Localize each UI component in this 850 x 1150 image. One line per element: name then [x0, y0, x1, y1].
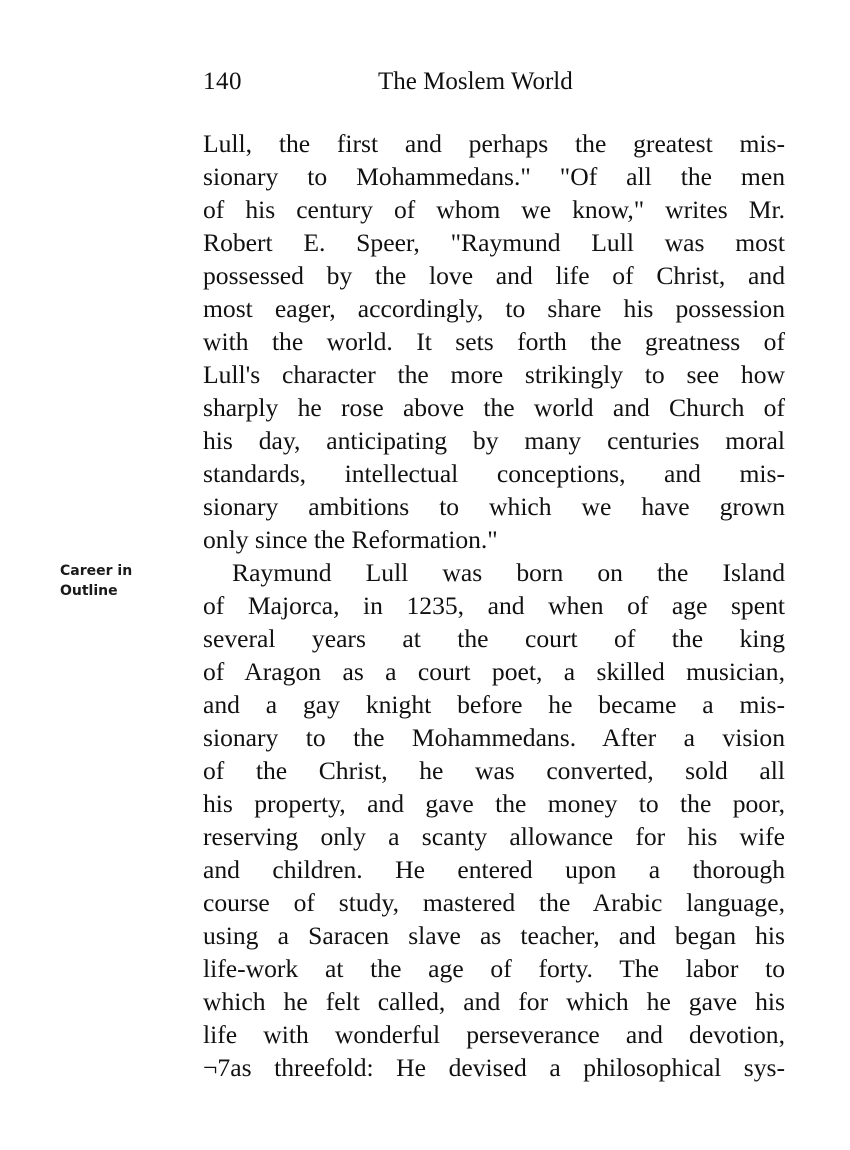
- body-text: [203, 127, 785, 1084]
- text-line: course of study, mastered the Arabic language,: [203, 888, 785, 917]
- text-line: Raymund Lull was born on the Island: [232, 558, 785, 587]
- page-number: 140: [203, 68, 242, 95]
- text-line: sionary ambitions to which we have grown: [203, 492, 785, 521]
- text-line: with the world. It sets forth the greatness of: [203, 327, 785, 356]
- text-line: several years at the court of the king: [203, 624, 785, 653]
- text-line: and a gay knight before he became a mis-: [203, 690, 785, 719]
- running-head: [203, 64, 785, 100]
- margin-note-line: Career in: [60, 563, 133, 579]
- text-line: standards, intellectual conceptions, and mis-: [203, 459, 785, 488]
- running-title: The Moslem World: [378, 68, 573, 95]
- margin-note: [60, 561, 170, 601]
- text-line: Lull's character the more strikingly to see how: [203, 360, 785, 389]
- text-line: reserving only a scanty allowance for his wife: [203, 822, 785, 851]
- text-line: Lull, the first and perhaps the greatest mis-: [203, 129, 785, 158]
- text-line: his property, and gave the money to the poor,: [203, 789, 785, 818]
- paragraph-career: [203, 556, 785, 1084]
- text-line: his day, anticipating by many centuries moral: [203, 426, 785, 455]
- text-line: using a Saracen slave as teacher, and began his: [203, 921, 785, 950]
- text-line: most eager, accordingly, to share his possession: [203, 294, 785, 323]
- text-line: of his century of whom we know," writes Mr.: [203, 195, 785, 224]
- paragraph-continuation: [203, 127, 785, 556]
- text-line: sionary to the Mohammedans. After a vision: [203, 723, 785, 752]
- text-line: sionary to Mohammedans." "Of all the men: [203, 162, 785, 191]
- text-line: and children. He entered upon a thorough: [203, 855, 785, 884]
- text-line: sharply he rose above the world and Church of: [203, 393, 785, 422]
- text-line: possessed by the love and life of Christ, and: [203, 261, 785, 290]
- text-line: of the Christ, he was converted, sold all: [203, 756, 785, 785]
- text-line: which he felt called, and for which he gave his: [203, 987, 785, 1016]
- text-line: of Majorca, in 1235, and when of age spent: [203, 591, 785, 620]
- margin-note-line: Outline: [60, 583, 118, 599]
- text-line: only since the Reformation.": [203, 525, 498, 554]
- text-line: ¬7as threefold: He devised a philosophical sys-: [203, 1053, 785, 1082]
- text-line: of Aragon as a court poet, a skilled musician,: [203, 657, 785, 686]
- text-line: life with wonderful perseverance and devotion,: [203, 1020, 785, 1049]
- text-line: life-work at the age of forty. The labor to: [203, 954, 785, 983]
- text-line: Robert E. Speer, "Raymund Lull was most: [203, 228, 785, 257]
